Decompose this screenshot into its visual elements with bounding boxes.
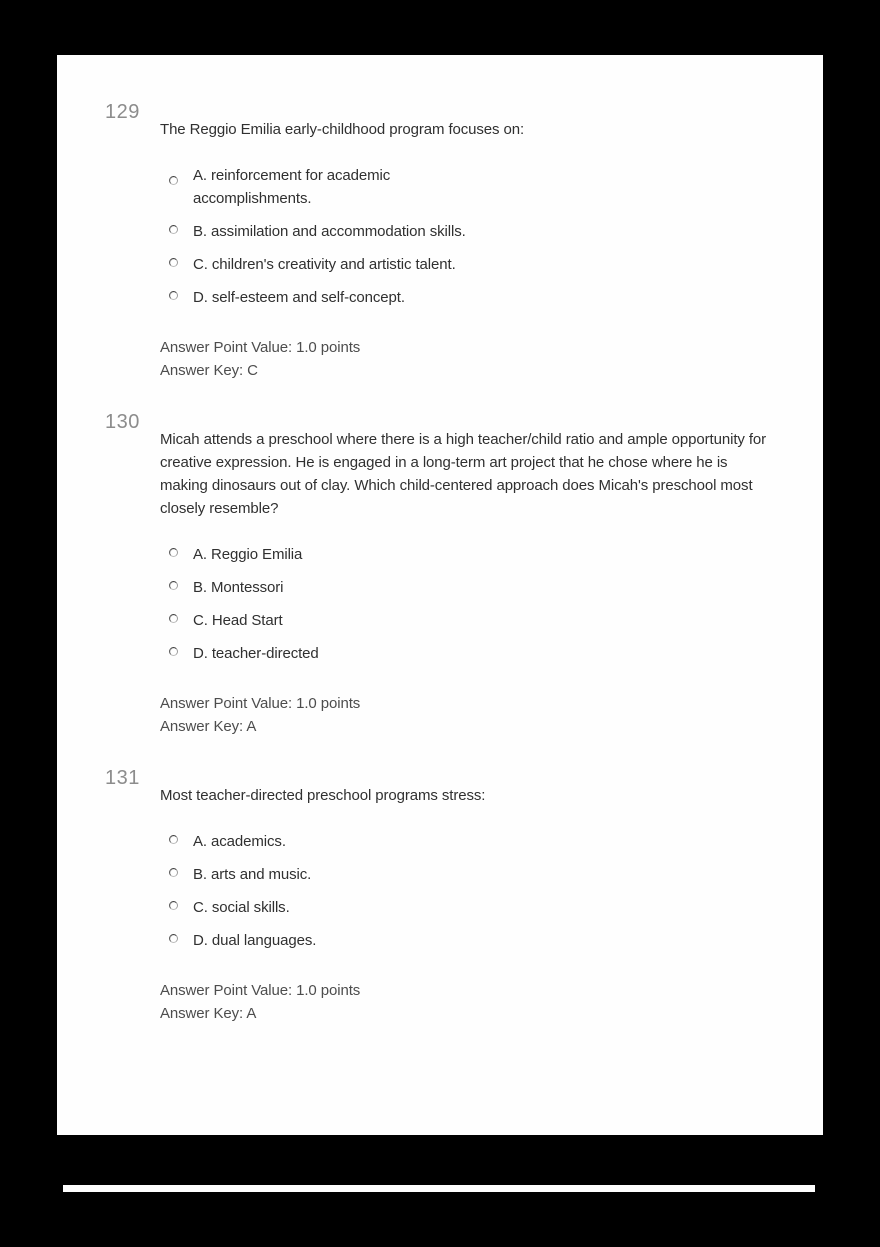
radio-button-icon[interactable]	[169, 291, 178, 300]
option-b[interactable]	[160, 576, 823, 599]
radio-button-icon[interactable]	[169, 868, 178, 877]
question-number: 129	[105, 101, 140, 123]
answer-key: Answer Key: A	[160, 1005, 257, 1022]
question-131	[57, 766, 823, 1025]
question-number: 130	[105, 411, 140, 433]
option-label: D. teacher-directed	[193, 645, 319, 662]
option-c[interactable]	[160, 896, 823, 919]
question-text: The Reggio Emilia early-childhood program focuses on:	[160, 121, 525, 138]
option-a[interactable]	[160, 830, 823, 853]
option-label: A. Reggio Emilia	[193, 546, 303, 563]
option-label: A. reinforcement for academic accomplishments.	[193, 167, 391, 207]
question-text: Micah attends a preschool where there is a high teacher/child ratio and ample opportunity for creative expression. He is engaged in a long-term art project that he chose where he is making dinosaurs out of clay. Which child-centered approach does Micah's preschool most closely resemble?	[160, 431, 767, 517]
radio-button-icon[interactable]	[169, 258, 178, 267]
option-d[interactable]	[160, 286, 823, 309]
radio-button-icon[interactable]	[169, 176, 178, 185]
answer-point-value: Answer Point Value: 1.0 points	[160, 695, 361, 712]
option-a[interactable]	[160, 543, 823, 566]
radio-button-icon[interactable]	[169, 934, 178, 943]
option-b[interactable]	[160, 220, 823, 243]
radio-button-icon[interactable]	[169, 548, 178, 557]
question-body	[160, 100, 823, 382]
option-d[interactable]	[160, 642, 823, 665]
option-a[interactable]	[160, 164, 823, 210]
options-group	[160, 543, 823, 665]
option-label: B. Montessori	[193, 579, 284, 596]
option-label: C. children's creativity and artistic talent.	[193, 256, 456, 273]
option-b[interactable]	[160, 863, 823, 886]
option-label: A. academics.	[193, 833, 286, 850]
radio-button-icon[interactable]	[169, 647, 178, 656]
answer-key: Answer Key: A	[160, 718, 257, 735]
option-label: B. arts and music.	[193, 866, 312, 883]
option-label: B. assimilation and accommodation skills.	[193, 223, 466, 240]
question-number: 131	[105, 767, 140, 789]
option-label: C. Head Start	[193, 612, 283, 629]
answer-info	[160, 336, 823, 382]
option-c[interactable]	[160, 253, 823, 276]
question-129	[57, 100, 823, 382]
option-label: D. dual languages.	[193, 932, 317, 949]
question-130	[57, 410, 823, 738]
radio-button-icon[interactable]	[169, 225, 178, 234]
radio-button-icon[interactable]	[169, 614, 178, 623]
option-label: D. self-esteem and self-concept.	[193, 289, 405, 306]
option-c[interactable]	[160, 609, 823, 632]
option-label: C. social skills.	[193, 899, 290, 916]
answer-info	[160, 692, 823, 738]
radio-button-icon[interactable]	[169, 581, 178, 590]
question-body	[160, 766, 823, 1025]
option-d[interactable]	[160, 929, 823, 952]
next-page-edge	[63, 1185, 815, 1192]
answer-point-value: Answer Point Value: 1.0 points	[160, 339, 361, 356]
radio-button-icon[interactable]	[169, 835, 178, 844]
options-group	[160, 164, 823, 309]
options-group	[160, 830, 823, 952]
answer-point-value: Answer Point Value: 1.0 points	[160, 982, 361, 999]
radio-button-icon[interactable]	[169, 901, 178, 910]
answer-info	[160, 979, 823, 1025]
answer-key: Answer Key: C	[160, 362, 258, 379]
question-body	[160, 410, 823, 738]
question-text: Most teacher-directed preschool programs stress:	[160, 787, 486, 804]
document-page	[57, 55, 823, 1135]
